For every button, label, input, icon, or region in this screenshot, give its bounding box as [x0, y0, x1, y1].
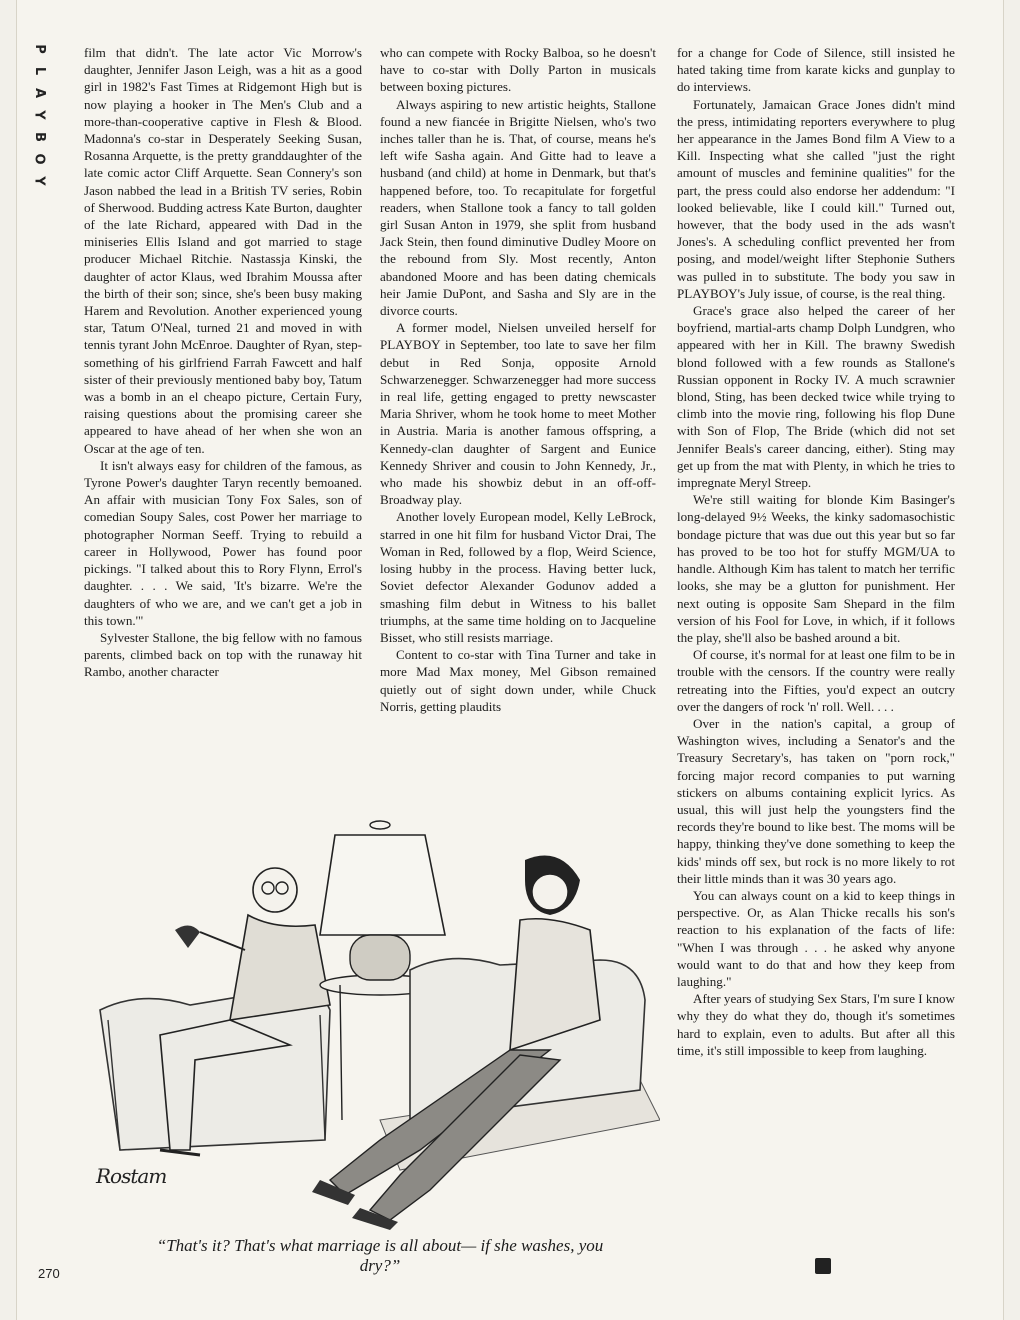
cartoon-illustration [80, 820, 660, 1230]
bunny-end-mark-icon [815, 1258, 831, 1274]
paragraph: Content to co-star with Tina Turner and take in more Mad Max money, Mel Gibson remained quietly out of sight down under, while Chuck Norris, getting plaudits [380, 647, 656, 714]
folio-letter: A [32, 87, 47, 99]
paragraph: Sylvester Stallone, the big fellow with no famous parents, climbed back on top with the runaway hit Rambo, another character [84, 629, 362, 680]
paragraph: A former model, Nielsen unveiled herself for PLAYBOY in September, too late to save her film debut in Red Sonja, opposite Arnold Schwarzenegger. Schwarzenegger had more success in real life, getting engaged to pretty newscaster Maria Shriver, whom he took home to meet Mother in Austria. Maria is another famous offspring, a Kennedy-clan daughter of Sargent and Eunice Kennedy Shriver and cousin to John Kennedy, Jr., who made his showbiz debut in an off-off-Broadway play. [380, 320, 656, 508]
folio-letter: Y [31, 110, 47, 120]
paragraph: Fortunately, Jamaican Grace Jones didn't mind the press, intimidating reporters everywhere to plug her appearance in the James Bond film A View to a Kill. Inspecting what she called "just the right amount of muscles and feminine qualities" for the part, the press could also endorse her addendum: "I looked believable, like I could kill." Turned out, however, that the body used in the ads wasn't Jones's. A scheduling conflict prevented her from posing, and model/weight lifter Stephonie Suthers was pulled in to substitute. The body you saw in PLAYBOY's July issue, of course, is the real thing. [677, 96, 955, 301]
article-column-2 [380, 44, 656, 792]
paragraph: who can compete with Rocky Balboa, so he doesn't have to co-star with Dolly Parton in musicals between boxing pictures. [380, 45, 656, 95]
article-column-3 [677, 44, 955, 1244]
paragraph: It isn't always easy for children of the famous, as Tyrone Power's daughter Taryn recently bemoaned. An affair with musician Tony Fox Sales, son of comedian Soupy Sales, cost Power her marriage to photographer Norman Seeff. Trying to rebuild a career in Hollywood, Power has found poor pickings. "I talked about this to Rory Flynn, Errol's daughter. . . . We said, 'It's bizarre. We're the daughters of who we are, and we can't get a job in this town.'" [84, 457, 362, 628]
paragraph: for a change for Code of Silence, still insisted he hated taking time from karate kicks and gunplay to do interviews. [677, 45, 955, 95]
folio-letter: L [31, 66, 47, 76]
paragraph: Grace's grace also helped the career of her boyfriend, martial-arts champ Dolph Lundgren, who appeared with her in Kill. The brawny Swedish blond followed with a few rounds as Stallone's Russian opponent in Rocky IV. A much scrawnier blond, Sting, has been decked twice while trying to climb into the movie ring, following his flop Dune with Son of Flop, The Bride (which did not set Jennifer Beals's career dancing, either). Sting may get up from the mat with Plenty, in which he tries to impregnate Meryl Streep. [677, 303, 955, 491]
cartoonist-signature: Rostam [96, 1164, 167, 1188]
page-number: 270 [38, 1266, 60, 1281]
paragraph: Over in the nation's capital, a group of Washington wives, including a Senator's and the Treasury Secretary's, has taken on "porn rock," forcing major record companies to put warning stickers on albums containing explicit lyrics. As usual, this will just help the youngsters find the records they're bound to like best. The moms will be happy, thinking they've done something to keep the kids' minds off sex, but rock is no more likely to rot their little minds than it was 30 years ago. [677, 715, 955, 886]
paragraph: Always aspiring to new artistic heights, Stallone found a new fiancée in Brigitte Nielsen, who's two inches taller than he is. That, of course, means he's left wife Sasha again. And Gitte had to leave a husband (and child) at home in Denmark, but that's happened before, too. To recapitulate for forgetful readers, when Stallone took a fancy to tall golden girl Susan Anton in 1979, she split from husband Jack Stein, then found diminutive Dudley Moore on the rebound from Sly. Most recently, Anton abandoned Moore and has been dating chemicals heir Jamie DuPont, and Sasha and Sly are in the divorce courts. [380, 96, 656, 319]
folio-letter: P [32, 44, 47, 54]
paragraph: We're still waiting for blonde Kim Basinger's long-delayed 9½ Weeks, the kinky sadomasochistic bondage picture that was due out this year but so far has proved to be too hot for stuffy MGM/UA to handle. Although Kim has talent to match her terrific looks, she may be a glutton for punishment. Her next outing is opposite Sam Shepard in the film version of his Fool for Love, in which, if it follows the play, she'll also be bashed around a bit. [677, 492, 955, 645]
paragraph: Another lovely European model, Kelly LeBrock, starred in one hit film for husband Victor Drai, The Woman in Red, followed by a flop, Weird Science, losing hubby in the process. Having better luck, Soviet defector Alexander Godunov added a smashing film debut in Witness to his ballet triumphs, at the same time holding on to Jacqueline Bisset, who still resists marriage. [380, 509, 656, 645]
paragraph: film that didn't. The late actor Vic Morrow's daughter, Jennifer Jason Leigh, was a hit as a good girl in 1982's Fast Times at Ridgemont High but is now playing a hooker in The Men's Club and a more-than-cooperative captive in Flesh & Blood. Madonna's co-star in Desperately Seeking Susan, Rosanna Arquette, is the pretty granddaughter of the late comic actor Cliff Arquette. Sean Connery's son Jason nabbed the lead in a British TV series, Robin of Sherwood. Budding actress Kate Burton, daughter of the late Richard, appeared with Dad in the miniseries Ellis Island and got married to stage producer Michael Ritchie. Nastassja Kinski, the daughter of actor Klaus, wed Ibrahim Moussa after the birth of their son; since, she's been busy making Harem and Revolution. Another experienced young star, Tatum O'Neal, turned 21 and moved in with tennis tyrant John McEnroe. Daughter of Ryan, step-something of his girlfriend Farrah Fawcett and half sister of their previously mentioned baby boy, Tatum was a bomb in an el cheapo picture, Certain Fury, raising questions about the promising career she appeared to have ahead of her when she won an Oscar at the age of ten. [84, 45, 362, 456]
folio-letter: O [32, 153, 47, 165]
article-column-1 [84, 44, 362, 792]
paragraph: You can always count on a kid to keep things in perspective. Or, as Alan Thicke recalls his son's reaction to his explanation of the facts of life: "When I was through . . . he asked why anyone would want to do that and how they keep from laughing." [677, 887, 955, 989]
paragraph: Of course, it's normal for at least one film to be in trouble with the censors. If the country were really retreating into the Fifties, you'd expect an outcry over the dangers of rock 'n' roll. Well. . . . [677, 647, 955, 714]
folio-letter: Y [31, 176, 47, 186]
paragraph: After years of studying Sex Stars, I'm sure I know why they do what they do, though it's sometimes hard to explain, even to adults. But after all this time, it's still impossible to keep from laughing. [677, 991, 955, 1058]
folio-letter: B [31, 132, 47, 142]
running-head-playboy [28, 40, 48, 190]
cartoon-caption: “That's it? That's what marriage is all about— if she washes, you dry?” [156, 1236, 604, 1275]
